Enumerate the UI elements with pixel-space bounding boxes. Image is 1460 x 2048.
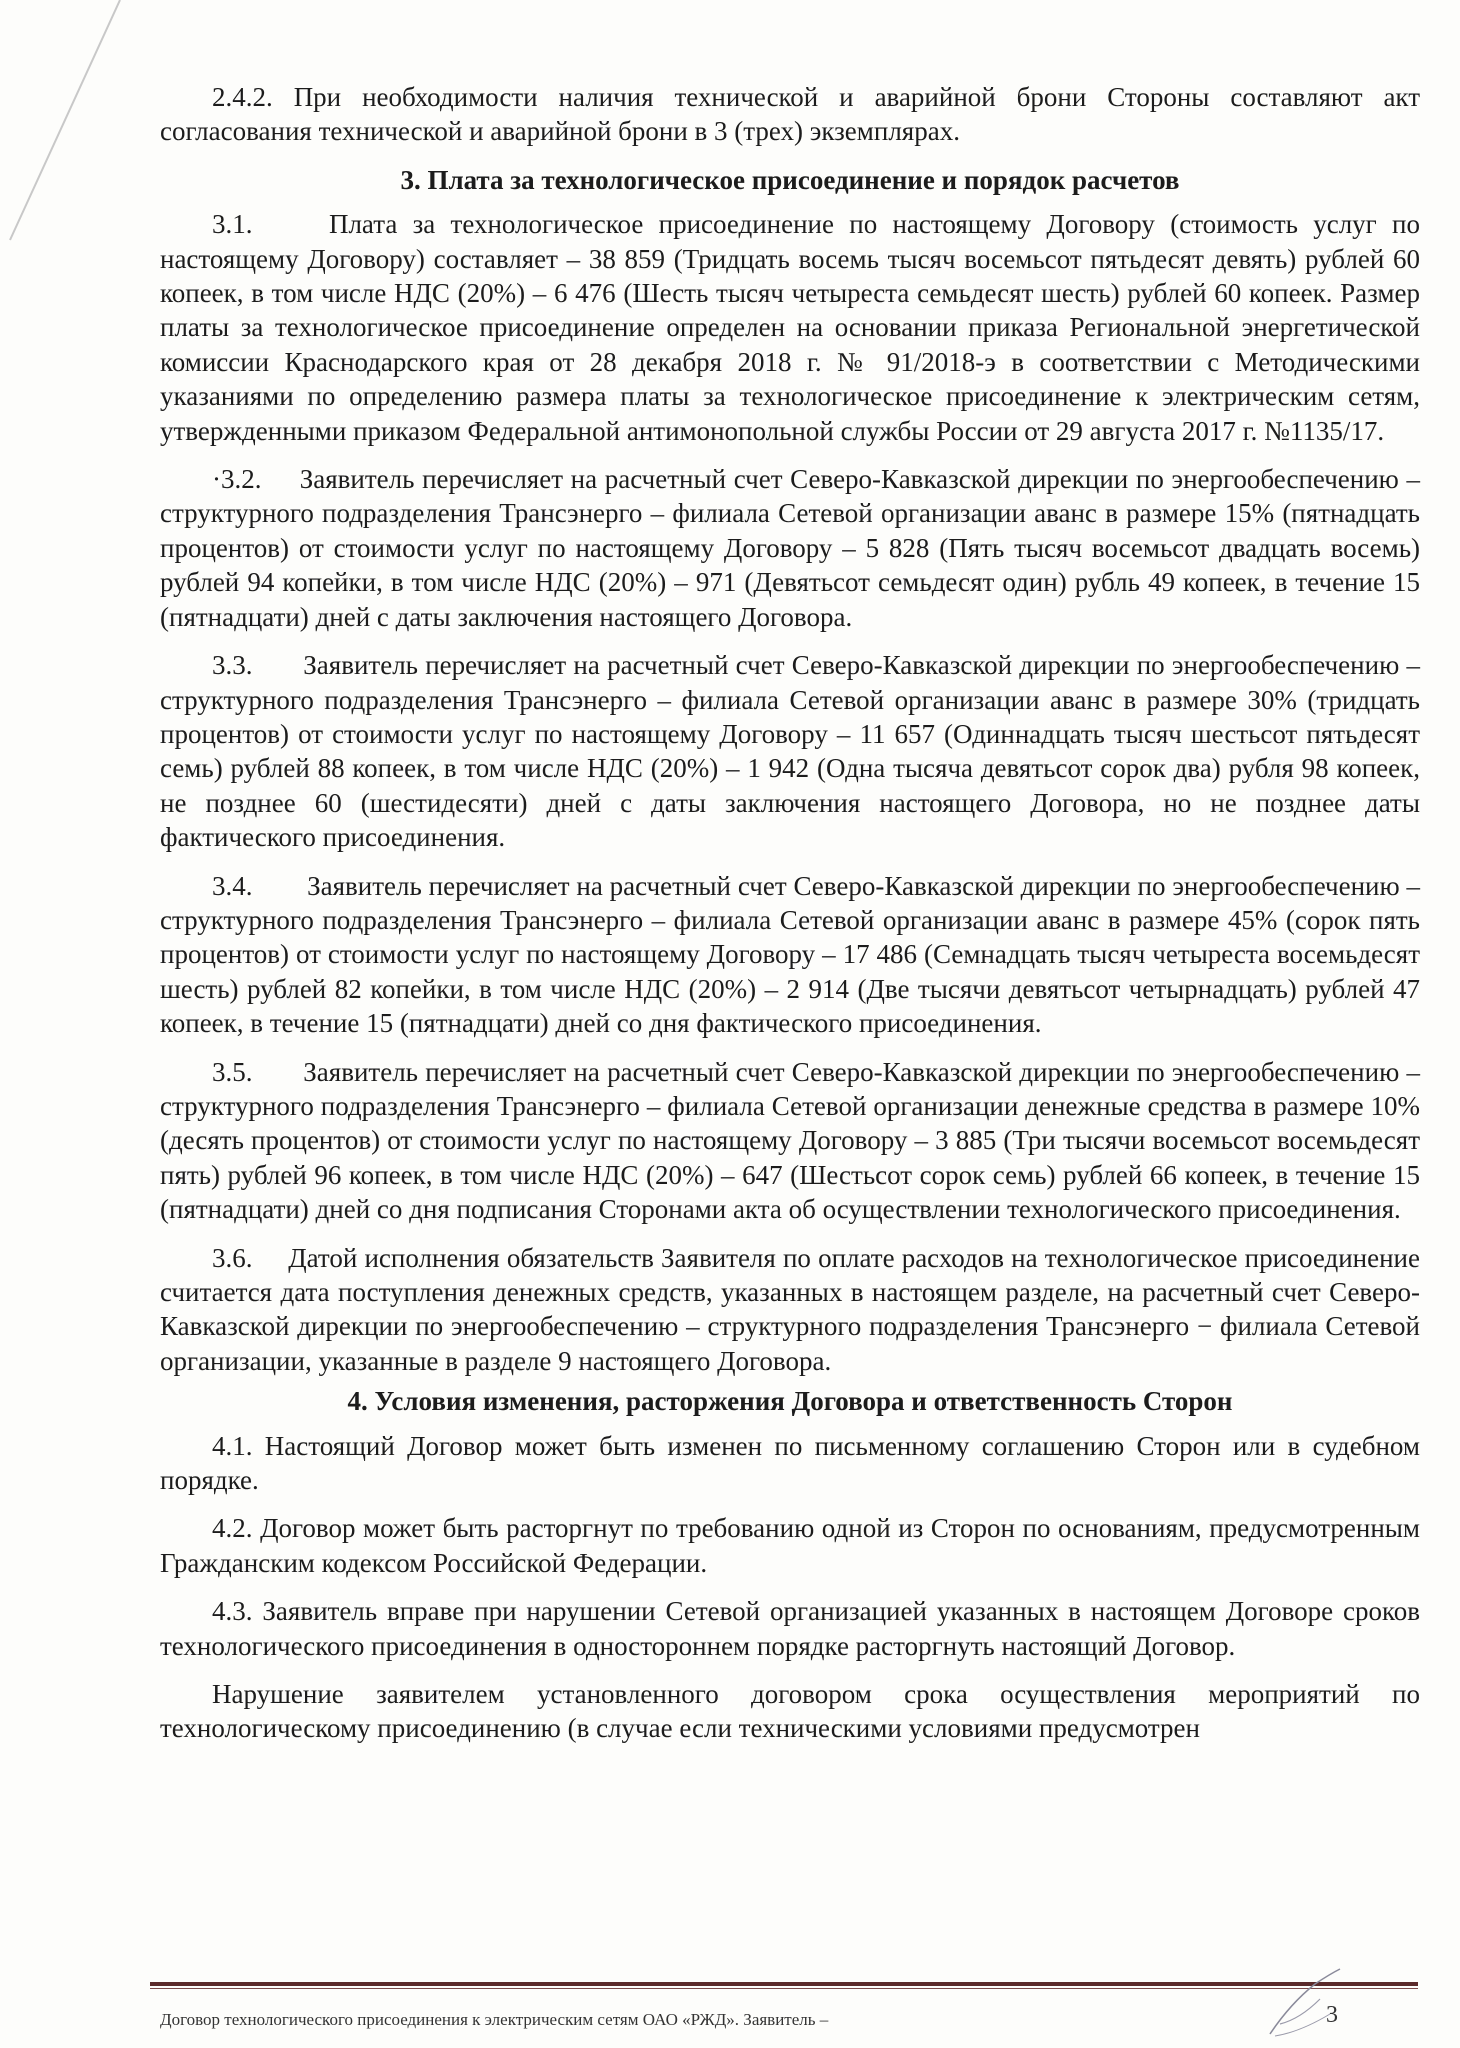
paragraph-violation: Нарушение заявителем установленного договором срока осуществления мероприятий по технологическому присоединению (в случае если техническими условиями предусмотрен — [160, 1679, 1420, 1744]
document-page — [160, 80, 1420, 1760]
page-number: 3 — [1326, 2002, 1338, 2028]
footer-text: Договор технологического присоединения к электрическим сетям ОАО «РЖД». Заявитель – — [160, 2010, 829, 2029]
paragraph-4-2: 4.2. Договор может быть расторгнут по требованию одной из Сторон по основаниям, предусмотренным Гражданским кодексом Российской Федерации. — [160, 1513, 1420, 1578]
section-4-heading: 4. Условия изменения, расторжения Договора и ответственность Сторон — [347, 1386, 1233, 1417]
paragraph-3-3: 3.3. Заявитель перечисляет на расчетный счет Северо-Кавказской дирекции по энергообеспечению – структурного подразделения Трансэнерго – филиала Сетевой организации аванс в размере 30% (тридцать процентов) от стоимости услуг по настоящему Договору – 11 657 (Одиннадцать тысяч шестьсот пятьдесят семь) рублей 88 копеек, в том числе НДС (20%) – 1 942 (Одна тысяча девятьсот сорок два) рубля 98 копеек, не позднее 60 (шестидесяти) дней с даты заключения настоящего Договора, но не позднее даты фактического присоединения. — [160, 650, 1420, 853]
section-3-heading: 3. Плата за технологическое присоединение и порядок расчетов — [400, 164, 1180, 195]
page-footer — [160, 2004, 1410, 2040]
paragraph-3-6: 3.6. Датой исполнения обязательств Заявителя по оплате расходов на технологическое присоединение считается дата поступления денежных средств, указанных в настоящем разделе, на расчетный счет Северо-Кавказской дирекции по энергообеспечению – структурного подразделения Трансэнерго − филиала Сетевой организации, указанные в разделе 9 настоящего Договора. — [160, 1242, 1420, 1376]
scan-artifact-line — [0, 0, 160, 260]
paragraph-3-1: 3.1. Плата за технологическое присоединение по настоящему Договору (стоимость услуг по настоящему Договору) составляет – 38 859 (Тридцать восемь тысяч восемьсот пятьдесят девять) рублей 60 копеек, в том числе НДС (20%) – 6 476 (Шесть тысяч четыреста семьдесят шесть) рублей 60 копеек. Размер платы за технологическое присоединение определен на основании приказа Региональной энергетической комиссии Краснодарского края от 28 декабря 2018 г. № 91/2018-э в соответствии с Методическими указаниями по определению размера платы за технологическое присоединение к электрическим сетям, утвержденными приказом Федеральной антимонопольной службы России от 29 августа 2017 г. №1135/17. — [160, 209, 1420, 446]
paragraph-3-4: 3.4. Заявитель перечисляет на расчетный счет Северо-Кавказской дирекции по энергообеспечению – структурного подразделения Трансэнерго – филиала Сетевой организации аванс в размере 45% (сорок пять процентов) от стоимости услуг по настоящему Договору – 17 486 (Семнадцать тысяч четыреста восемьдесят шесть) рублей 82 копейки, в том числе НДС (20%) – 2 914 (Две тысячи девятьсот четырнадцать) рублей 47 копеек, в течение 15 (пятнадцати) дней со дня фактического присоединения. — [160, 870, 1420, 1039]
footer-divider — [150, 1982, 1418, 1986]
paragraph-3-2: ·3.2. Заявитель перечисляет на расчетный счет Северо-Кавказской дирекции по энергообеспечению – структурного подразделения Трансэнерго – филиала Сетевой организации аванс в размере 15% (пятнадцать процентов) от стоимости услуг по настоящему Договору – 5 828 (Пять тысяч восемьсот двадцать восемь) рублей 94 копейки, в том числе НДС (20%) – 971 (Девятьсот семьдесят один) рубль 49 копеек, в течение 15 (пятнадцати) дней с даты заключения настоящего Договора. — [160, 464, 1420, 632]
footer-divider-thin — [150, 1988, 1418, 1989]
paragraph-2-4-2: 2.4.2. При необходимости наличия технической и аварийной брони Стороны составляют акт согласования технической и аварийной брони в 3 (трех) экземплярах. — [160, 82, 1420, 147]
paragraph-3-5: 3.5. Заявитель перечисляет на расчетный счет Северо-Кавказской дирекции по энергообеспечению – структурного подразделения Трансэнерго – филиала Сетевой организации денежные средства в размере 10% (десять процентов) от стоимости услуг по настоящему Договору – 3 885 (Три тысячи восемьсот восемьдесят пять) рублей 96 копеек, в том числе НДС (20%) – 647 (Шестьсот сорок семь) рублей 66 копеек, в течение 15 (пятнадцати) дней со дня подписания Сторонами акта об осуществлении технологического присоединения. — [160, 1056, 1420, 1225]
paragraph-4-3: 4.3. Заявитель вправе при нарушении Сетевой организацией указанных в настоящем Договоре сроков технологического присоединения в одностороннем порядке расторгнуть настоящий Договор. — [160, 1596, 1420, 1661]
paragraph-4-1: 4.1. Настоящий Договор может быть изменен по письменному соглашению Сторон или в судебном порядке. — [160, 1430, 1420, 1496]
